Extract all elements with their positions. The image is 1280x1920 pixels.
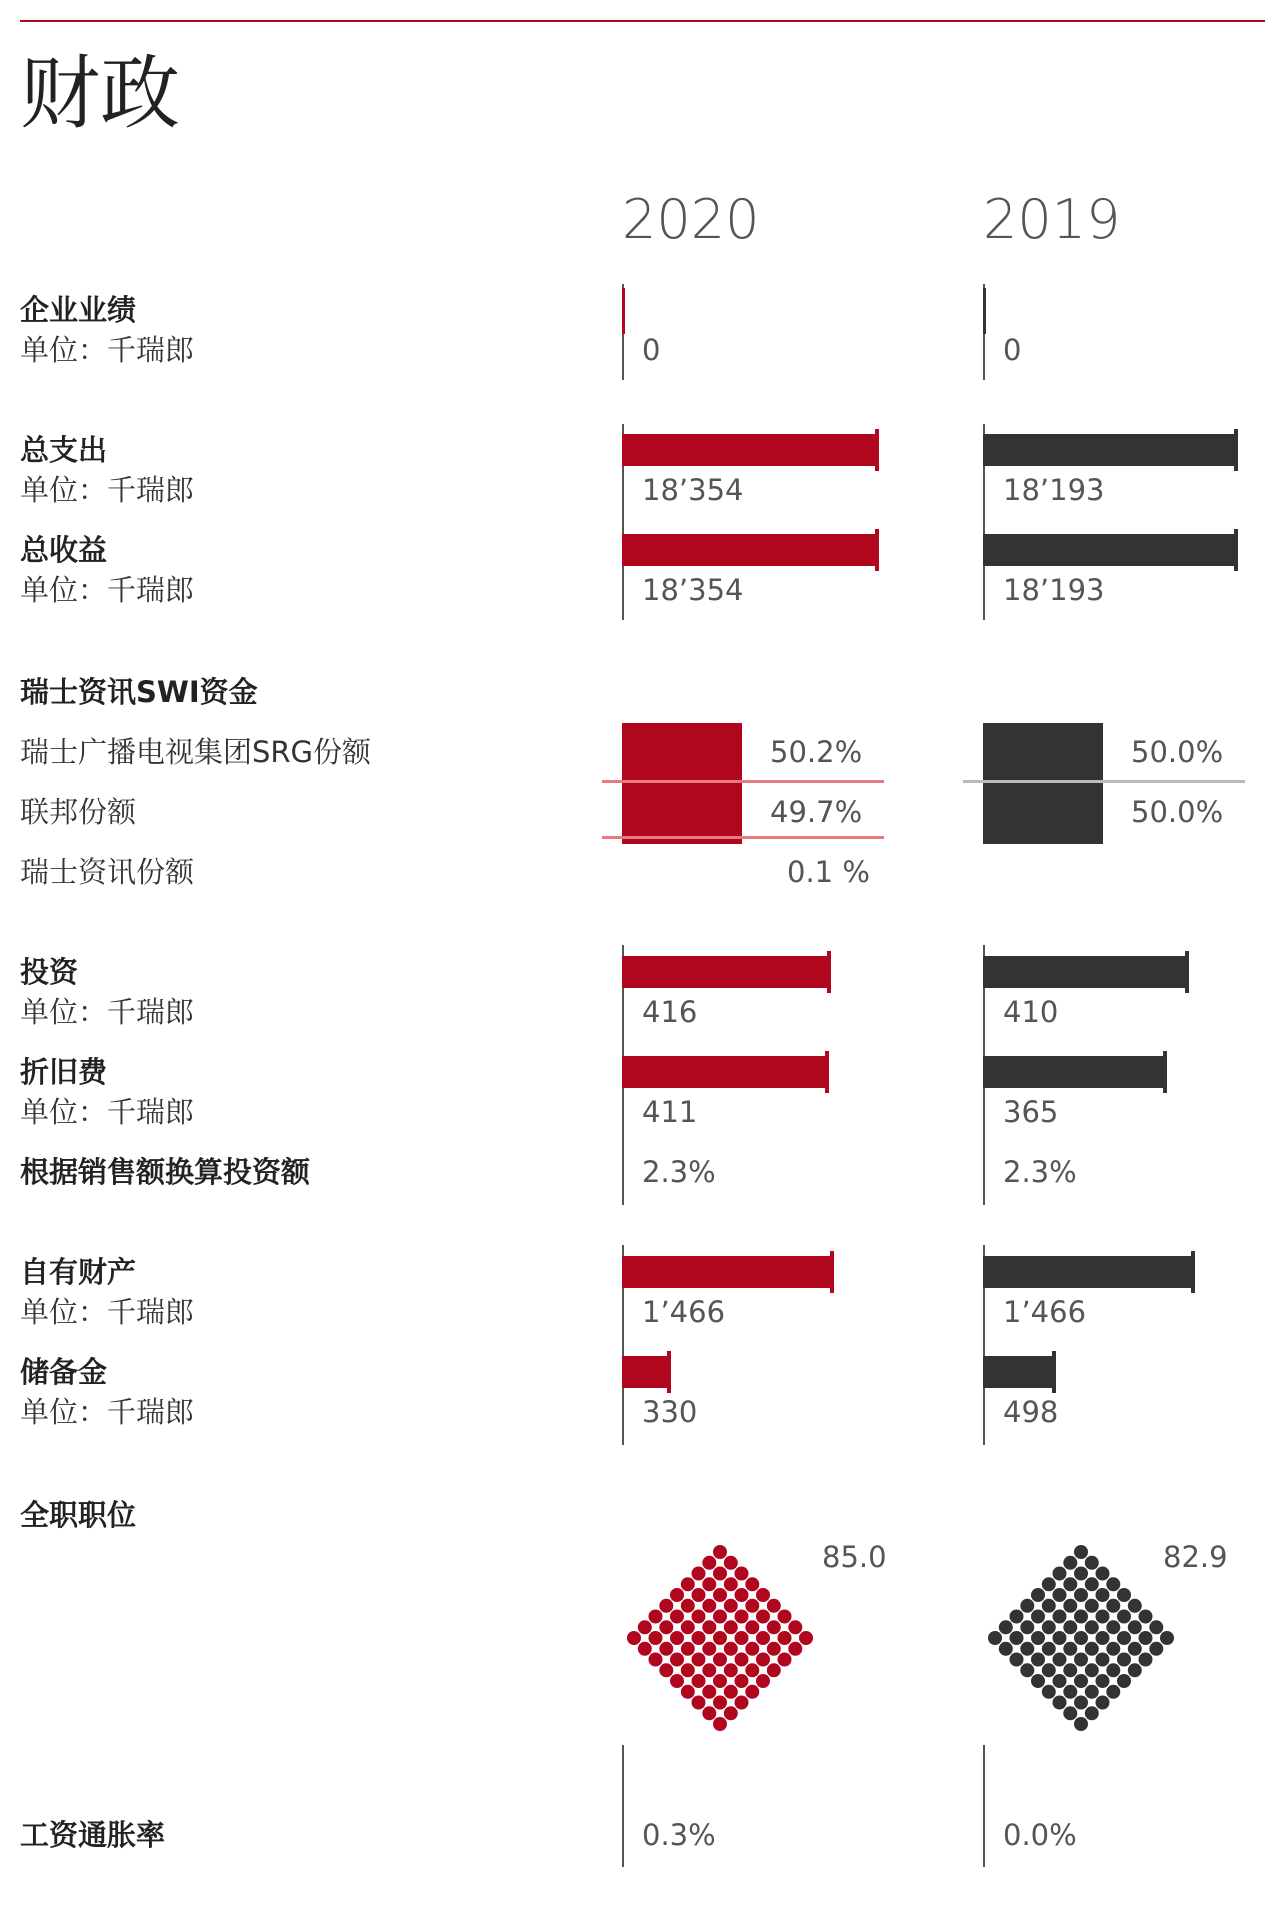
fte-dot (1117, 1653, 1131, 1667)
fte-dot (692, 1653, 706, 1667)
fte-dot (1074, 1696, 1088, 1710)
block-2020-funding (622, 723, 742, 844)
value-2020-total-expense: 18’354 (642, 473, 744, 507)
fte-dot (1128, 1642, 1142, 1656)
fte-dot (735, 1631, 749, 1645)
fte-dot (1063, 1685, 1077, 1699)
bar-2019-reserves (983, 1356, 1054, 1388)
fte-dot (1074, 1674, 1088, 1688)
fte-dot (1149, 1620, 1163, 1634)
fte-dot (1096, 1588, 1110, 1602)
fte-dot (1053, 1674, 1067, 1688)
fte-dot (1106, 1620, 1120, 1634)
fte-dot (724, 1706, 738, 1720)
fte-dot (724, 1556, 738, 1570)
axis-2019-wage (983, 1745, 985, 1867)
value-2019-reserves: 498 (1003, 1395, 1059, 1429)
fte-dot (756, 1653, 770, 1667)
block-2019-funding (983, 723, 1103, 844)
fte-dot (659, 1599, 673, 1613)
fte-dot (1096, 1653, 1110, 1667)
fte-dot (1117, 1588, 1131, 1602)
unit-investment: 单位：千瑞郎 (20, 995, 195, 1029)
fte-dot (692, 1588, 706, 1602)
fte-dot (1010, 1610, 1024, 1624)
bar-2019-total-income (983, 534, 1236, 566)
fte-dot (702, 1706, 716, 1720)
value-2020-investment: 416 (642, 995, 698, 1029)
label-funding-heading: 瑞士资讯SWI资金 (20, 675, 258, 709)
fte-dot (745, 1599, 759, 1613)
fte-dot (1085, 1577, 1099, 1591)
label-own-assets: 自有财产 (20, 1255, 137, 1289)
fte-dot (724, 1685, 738, 1699)
dot-diamond-2020-fte (600, 1510, 860, 1780)
value-2020-invest-ratio: 2.3% (642, 1155, 716, 1189)
fte-dot (713, 1653, 727, 1667)
fte-dot (638, 1620, 652, 1634)
fte-dot (1106, 1685, 1120, 1699)
fte-dot (713, 1545, 727, 1559)
fte-dot (1160, 1631, 1174, 1645)
fte-dot (1106, 1599, 1120, 1613)
fte-dot (702, 1642, 716, 1656)
fte-dot (724, 1577, 738, 1591)
bar-2020-corporate-result (622, 288, 625, 334)
fte-dot (1074, 1631, 1088, 1645)
fte-dot (799, 1631, 813, 1645)
fte-dot (692, 1696, 706, 1710)
value-2019-corporate-result: 0 (1003, 333, 1022, 367)
fte-dot (713, 1631, 727, 1645)
label-total-income: 总收益 (20, 533, 108, 567)
fte-dot (778, 1631, 792, 1645)
divider-2020-srg (602, 780, 884, 783)
fte-dot (1096, 1696, 1110, 1710)
bar-2019-corporate-result (983, 288, 986, 334)
label-investment: 投资 (20, 955, 79, 989)
label-reserves: 储备金 (20, 1355, 108, 1389)
fte-dot (767, 1599, 781, 1613)
fte-dot (1106, 1663, 1120, 1677)
fte-dot (1042, 1663, 1056, 1677)
fte-dot (702, 1685, 716, 1699)
fte-dot (1063, 1706, 1077, 1720)
fte-dot (1063, 1642, 1077, 1656)
fte-dot (745, 1685, 759, 1699)
fte-dot (724, 1599, 738, 1613)
fte-dot (713, 1696, 727, 1710)
divider-2019-srg (963, 780, 1245, 783)
fte-dot (681, 1599, 695, 1613)
fte-dot (756, 1674, 770, 1688)
fte-dot (702, 1663, 716, 1677)
fte-dot (1042, 1599, 1056, 1613)
fte-dot (1128, 1663, 1142, 1677)
fte-dot (1139, 1653, 1153, 1667)
fte-dot (1031, 1653, 1045, 1667)
fte-dot (1117, 1631, 1131, 1645)
fte-dot (778, 1653, 792, 1667)
fte-dot (692, 1567, 706, 1581)
fte-dot (713, 1610, 727, 1624)
fte-dot (735, 1610, 749, 1624)
fte-dot (681, 1620, 695, 1634)
fte-dot (670, 1610, 684, 1624)
fte-dot (1063, 1620, 1077, 1634)
fte-dot (1128, 1599, 1142, 1613)
fte-dot (659, 1663, 673, 1677)
fte-dot (713, 1567, 727, 1581)
fte-dot (702, 1599, 716, 1613)
fte-dot (692, 1610, 706, 1624)
fte-dot (1085, 1642, 1099, 1656)
unit-total-income: 单位：千瑞郎 (20, 573, 195, 607)
fte-dot (778, 1610, 792, 1624)
top-rule (20, 20, 1265, 22)
fte-dot (1106, 1577, 1120, 1591)
unit-total-expense: 单位：千瑞郎 (20, 473, 195, 507)
fte-dot (735, 1696, 749, 1710)
fte-dot (767, 1642, 781, 1656)
value-2020-swi-share: 0.1 % (787, 855, 870, 889)
fte-dot (649, 1631, 663, 1645)
fte-dot (713, 1588, 727, 1602)
fte-dot (788, 1642, 802, 1656)
fte-dot (1096, 1567, 1110, 1581)
fte-dot (1085, 1620, 1099, 1634)
fte-dot (745, 1642, 759, 1656)
bar-2019-depreciation (983, 1056, 1165, 1088)
bar-2020-own-assets (622, 1256, 832, 1288)
value-2019-own-assets: 1’466 (1003, 1295, 1087, 1329)
value-2020-reserves: 330 (642, 1395, 698, 1429)
divider-2020-federal (602, 836, 884, 839)
bar-2020-total-expense (622, 434, 877, 466)
label-depreciation: 折旧费 (20, 1055, 108, 1089)
bar-2019-own-assets (983, 1256, 1193, 1288)
value-2019-fte: 82.9 (1163, 1540, 1228, 1574)
value-2020-federal-share: 49.7% (770, 795, 863, 829)
fte-dot (999, 1620, 1013, 1634)
value-2020-depreciation: 411 (642, 1095, 698, 1129)
year-header-2020: 2020 (622, 188, 760, 251)
fte-dot (1053, 1588, 1067, 1602)
fte-dot (1053, 1567, 1067, 1581)
label-total-expense: 总支出 (20, 433, 108, 467)
fte-dot (1085, 1663, 1099, 1677)
fte-dot (670, 1653, 684, 1667)
bar-2020-reserves (622, 1356, 669, 1388)
value-2020-srg-share: 50.2% (770, 735, 863, 769)
fte-dot (1031, 1610, 1045, 1624)
axis-2020-wage (622, 1745, 624, 1867)
fte-dot (1074, 1610, 1088, 1624)
fte-dot (702, 1620, 716, 1634)
fte-dot (1063, 1577, 1077, 1591)
fte-dot (1010, 1631, 1024, 1645)
fte-dot (1031, 1674, 1045, 1688)
fte-dot (681, 1577, 695, 1591)
fte-dot (1106, 1642, 1120, 1656)
fte-dot (1053, 1653, 1067, 1667)
fte-dot (735, 1653, 749, 1667)
fte-dot (1074, 1567, 1088, 1581)
label-swi-share: 瑞士资讯份额 (20, 855, 195, 889)
fte-dot (1010, 1653, 1024, 1667)
fte-dot (681, 1663, 695, 1677)
bar-2020-total-income (622, 534, 877, 566)
fte-dot (724, 1663, 738, 1677)
fte-dot (649, 1610, 663, 1624)
bar-2019-investment (983, 956, 1187, 988)
fte-dot (1128, 1620, 1142, 1634)
page-title: 财政 (20, 47, 180, 140)
unit-reserves: 单位：千瑞郎 (20, 1395, 195, 1429)
fte-dot (1117, 1610, 1131, 1624)
fte-dot (638, 1642, 652, 1656)
value-2019-total-expense: 18’193 (1003, 473, 1105, 507)
fte-dot (735, 1588, 749, 1602)
value-2020-fte: 85.0 (822, 1540, 887, 1574)
fte-dot (713, 1717, 727, 1731)
value-2019-federal-share: 50.0% (1131, 795, 1224, 829)
fte-dot (735, 1567, 749, 1581)
fte-dot (670, 1674, 684, 1688)
value-2019-wage-inflation: 0.0% (1003, 1818, 1077, 1852)
fte-dot (627, 1631, 641, 1645)
fte-dot (1085, 1685, 1099, 1699)
value-2020-corporate-result: 0 (642, 333, 661, 367)
year-header-2019: 2019 (983, 188, 1121, 251)
fte-dot (1053, 1610, 1067, 1624)
fte-dot (767, 1620, 781, 1634)
fte-dot (1053, 1631, 1067, 1645)
fte-dot (756, 1631, 770, 1645)
fte-dot (1117, 1674, 1131, 1688)
value-2020-total-income: 18’354 (642, 573, 744, 607)
bar-2020-depreciation (622, 1056, 827, 1088)
fte-dot (1053, 1696, 1067, 1710)
fte-dot (1149, 1642, 1163, 1656)
value-2019-invest-ratio: 2.3% (1003, 1155, 1077, 1189)
fte-dot (745, 1620, 759, 1634)
fte-dot (724, 1620, 738, 1634)
value-2019-investment: 410 (1003, 995, 1059, 1029)
fte-dot (1031, 1631, 1045, 1645)
fte-dot (1063, 1556, 1077, 1570)
fte-dot (692, 1631, 706, 1645)
fte-dot (681, 1685, 695, 1699)
fte-dot (659, 1620, 673, 1634)
fte-dot (756, 1588, 770, 1602)
label-invest-ratio: 根据销售额换算投资额 (20, 1155, 311, 1189)
fte-dot (702, 1577, 716, 1591)
fte-dot (1074, 1653, 1088, 1667)
fte-dot (649, 1653, 663, 1667)
fte-dot (1074, 1717, 1088, 1731)
fte-dot (1085, 1599, 1099, 1613)
fte-dot (1031, 1588, 1045, 1602)
value-2019-srg-share: 50.0% (1131, 735, 1224, 769)
value-2019-depreciation: 365 (1003, 1095, 1059, 1129)
fte-dot (1020, 1599, 1034, 1613)
fte-dot (1042, 1642, 1056, 1656)
fte-dot (1085, 1556, 1099, 1570)
label-fte: 全职职位 (20, 1498, 137, 1532)
fte-dot (681, 1642, 695, 1656)
fte-dot (692, 1674, 706, 1688)
fte-dot (1096, 1610, 1110, 1624)
fte-dot (1139, 1631, 1153, 1645)
fte-dot (1042, 1620, 1056, 1634)
fte-dot (999, 1642, 1013, 1656)
fte-dot (1074, 1545, 1088, 1559)
label-corporate-result: 企业业绩 (20, 293, 137, 327)
unit-depreciation: 单位：千瑞郎 (20, 1095, 195, 1129)
fte-dot (1096, 1674, 1110, 1688)
fte-dot (713, 1674, 727, 1688)
fte-dot (1020, 1642, 1034, 1656)
unit-corporate-result: 单位：千瑞郎 (20, 333, 195, 367)
fte-dot (735, 1674, 749, 1688)
bar-2019-total-expense (983, 434, 1236, 466)
fte-dot (745, 1577, 759, 1591)
fte-dot (988, 1631, 1002, 1645)
fte-dot (1042, 1685, 1056, 1699)
fte-dot (659, 1642, 673, 1656)
value-2020-wage-inflation: 0.3% (642, 1818, 716, 1852)
label-federal-share: 联邦份额 (20, 795, 137, 829)
fte-dot (788, 1620, 802, 1634)
fte-dot (702, 1556, 716, 1570)
fte-dot (756, 1610, 770, 1624)
fte-dot (670, 1588, 684, 1602)
fte-dot (1063, 1663, 1077, 1677)
fte-dot (1063, 1599, 1077, 1613)
fte-dot (724, 1642, 738, 1656)
value-2020-own-assets: 1’466 (642, 1295, 726, 1329)
label-srg-share: 瑞士广播电视集团SRG份额 (20, 735, 372, 769)
unit-own-assets: 单位：千瑞郎 (20, 1295, 195, 1329)
value-2019-total-income: 18’193 (1003, 573, 1105, 607)
fte-dot (1096, 1631, 1110, 1645)
fte-dot (745, 1663, 759, 1677)
fte-dot (1074, 1588, 1088, 1602)
fte-dot (1085, 1706, 1099, 1720)
fte-dot (1042, 1577, 1056, 1591)
label-wage-inflation: 工资通胀率 (20, 1818, 166, 1852)
bar-2020-investment (622, 956, 829, 988)
fte-dot (1139, 1610, 1153, 1624)
fte-dot (1020, 1620, 1034, 1634)
fte-dot (1020, 1663, 1034, 1677)
fte-dot (767, 1663, 781, 1677)
fte-dot (670, 1631, 684, 1645)
